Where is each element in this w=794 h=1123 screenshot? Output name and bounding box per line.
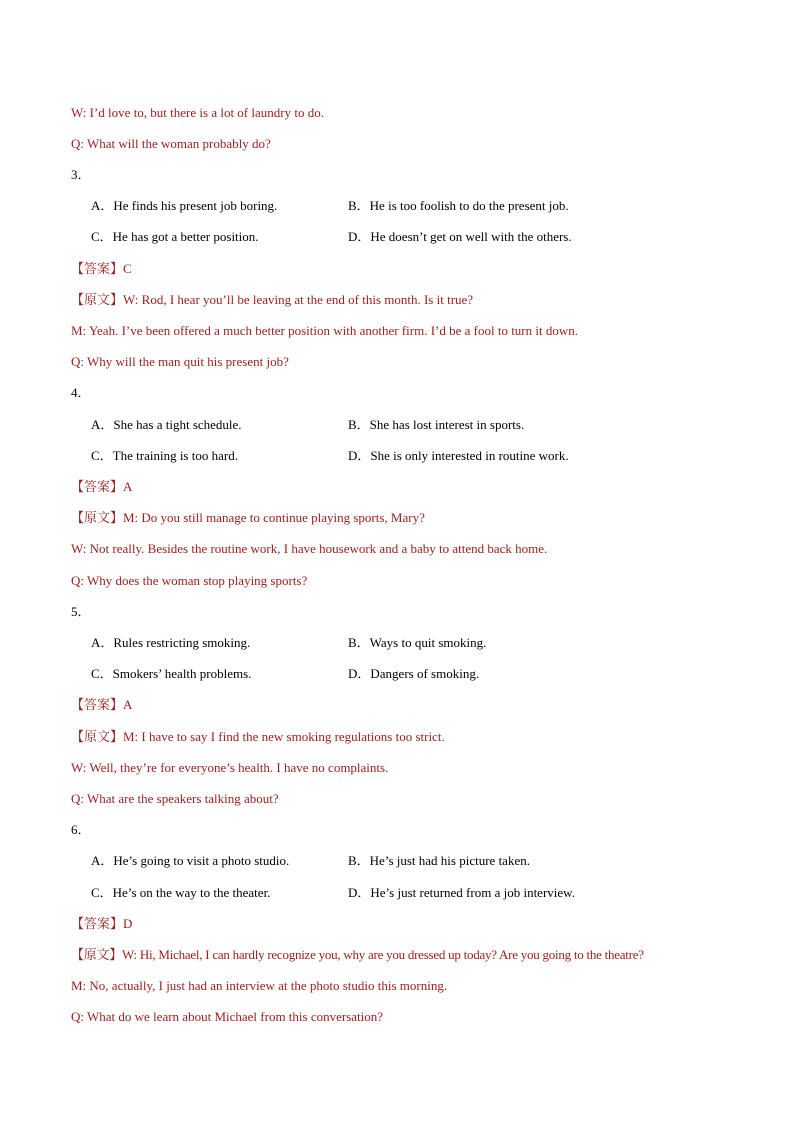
option-a: A．She has a tight schedule. <box>91 417 242 432</box>
option-c: C．He has got a better position. <box>91 229 259 244</box>
option-b: B．He’s just had his picture taken. <box>348 853 530 868</box>
option-c: C．He’s on the way to the theater. <box>91 885 271 900</box>
option-b: B．Ways to quit smoking. <box>348 635 487 650</box>
question-number: 5． <box>71 604 91 619</box>
option-d: D．Dangers of smoking. <box>348 666 480 681</box>
transcript-line: 【原文】W: Hi, Michael, I can hardly recognize you, why are you dressed up today? Are you going to the theatre? <box>71 947 644 962</box>
question-number: 6． <box>71 822 91 837</box>
question-line: Q: What will the woman probably do? <box>71 136 271 151</box>
option-d: D．He’s just returned from a job interview. <box>348 885 575 900</box>
transcript-line: 【原文】W: Rod, I hear you’ll be leaving at the end of this month. Is it true? <box>71 292 474 307</box>
transcript-line: M: Yeah. I’ve been offered a much better position with another firm. I’d be a fool to turn it down. <box>71 323 578 338</box>
transcript-question: Q: Why does the woman stop playing sports? <box>71 573 308 588</box>
transcript-line: W: Not really. Besides the routine work, I have housework and a baby to attend back home. <box>71 541 548 556</box>
transcript-line: M: No, actually, I just had an interview at the photo studio this morning. <box>71 978 448 993</box>
transcript-line: W: Well, they’re for everyone’s health. I have no complaints. <box>71 760 389 775</box>
transcript-question: Q: Why will the man quit his present job? <box>71 354 289 369</box>
transcript-question: Q: What do we learn about Michael from this conversation? <box>71 1009 384 1024</box>
answer-line: 【答案】A <box>71 697 133 712</box>
transcript-line: 【原文】M: Do you still manage to continue playing sports, Mary? <box>71 510 425 525</box>
transcript-line: 【原文】M: I have to say I find the new smoking regulations too strict. <box>71 729 445 744</box>
option-a: A．Rules restricting smoking. <box>91 635 251 650</box>
option-b: B．He is too foolish to do the present job. <box>348 198 569 213</box>
answer-line: 【答案】D <box>71 916 133 931</box>
question-number: 4． <box>71 385 91 400</box>
transcript-question: Q: What are the speakers talking about? <box>71 791 279 806</box>
option-c: C．Smokers’ health problems. <box>91 666 252 681</box>
option-c: C．The training is too hard. <box>91 448 238 463</box>
option-d: D．She is only interested in routine work. <box>348 448 569 463</box>
option-a: A．He’s going to visit a photo studio. <box>91 853 290 868</box>
option-b: B．She has lost interest in sports. <box>348 417 525 432</box>
dialogue-line: W: I’d love to, but there is a lot of laundry to do. <box>71 105 324 120</box>
option-d: D．He doesn’t get on well with the others. <box>348 229 572 244</box>
answer-line: 【答案】A <box>71 479 133 494</box>
option-a: A．He finds his present job boring. <box>91 198 278 213</box>
question-number: 3． <box>71 167 91 182</box>
answer-line: 【答案】C <box>71 261 132 276</box>
